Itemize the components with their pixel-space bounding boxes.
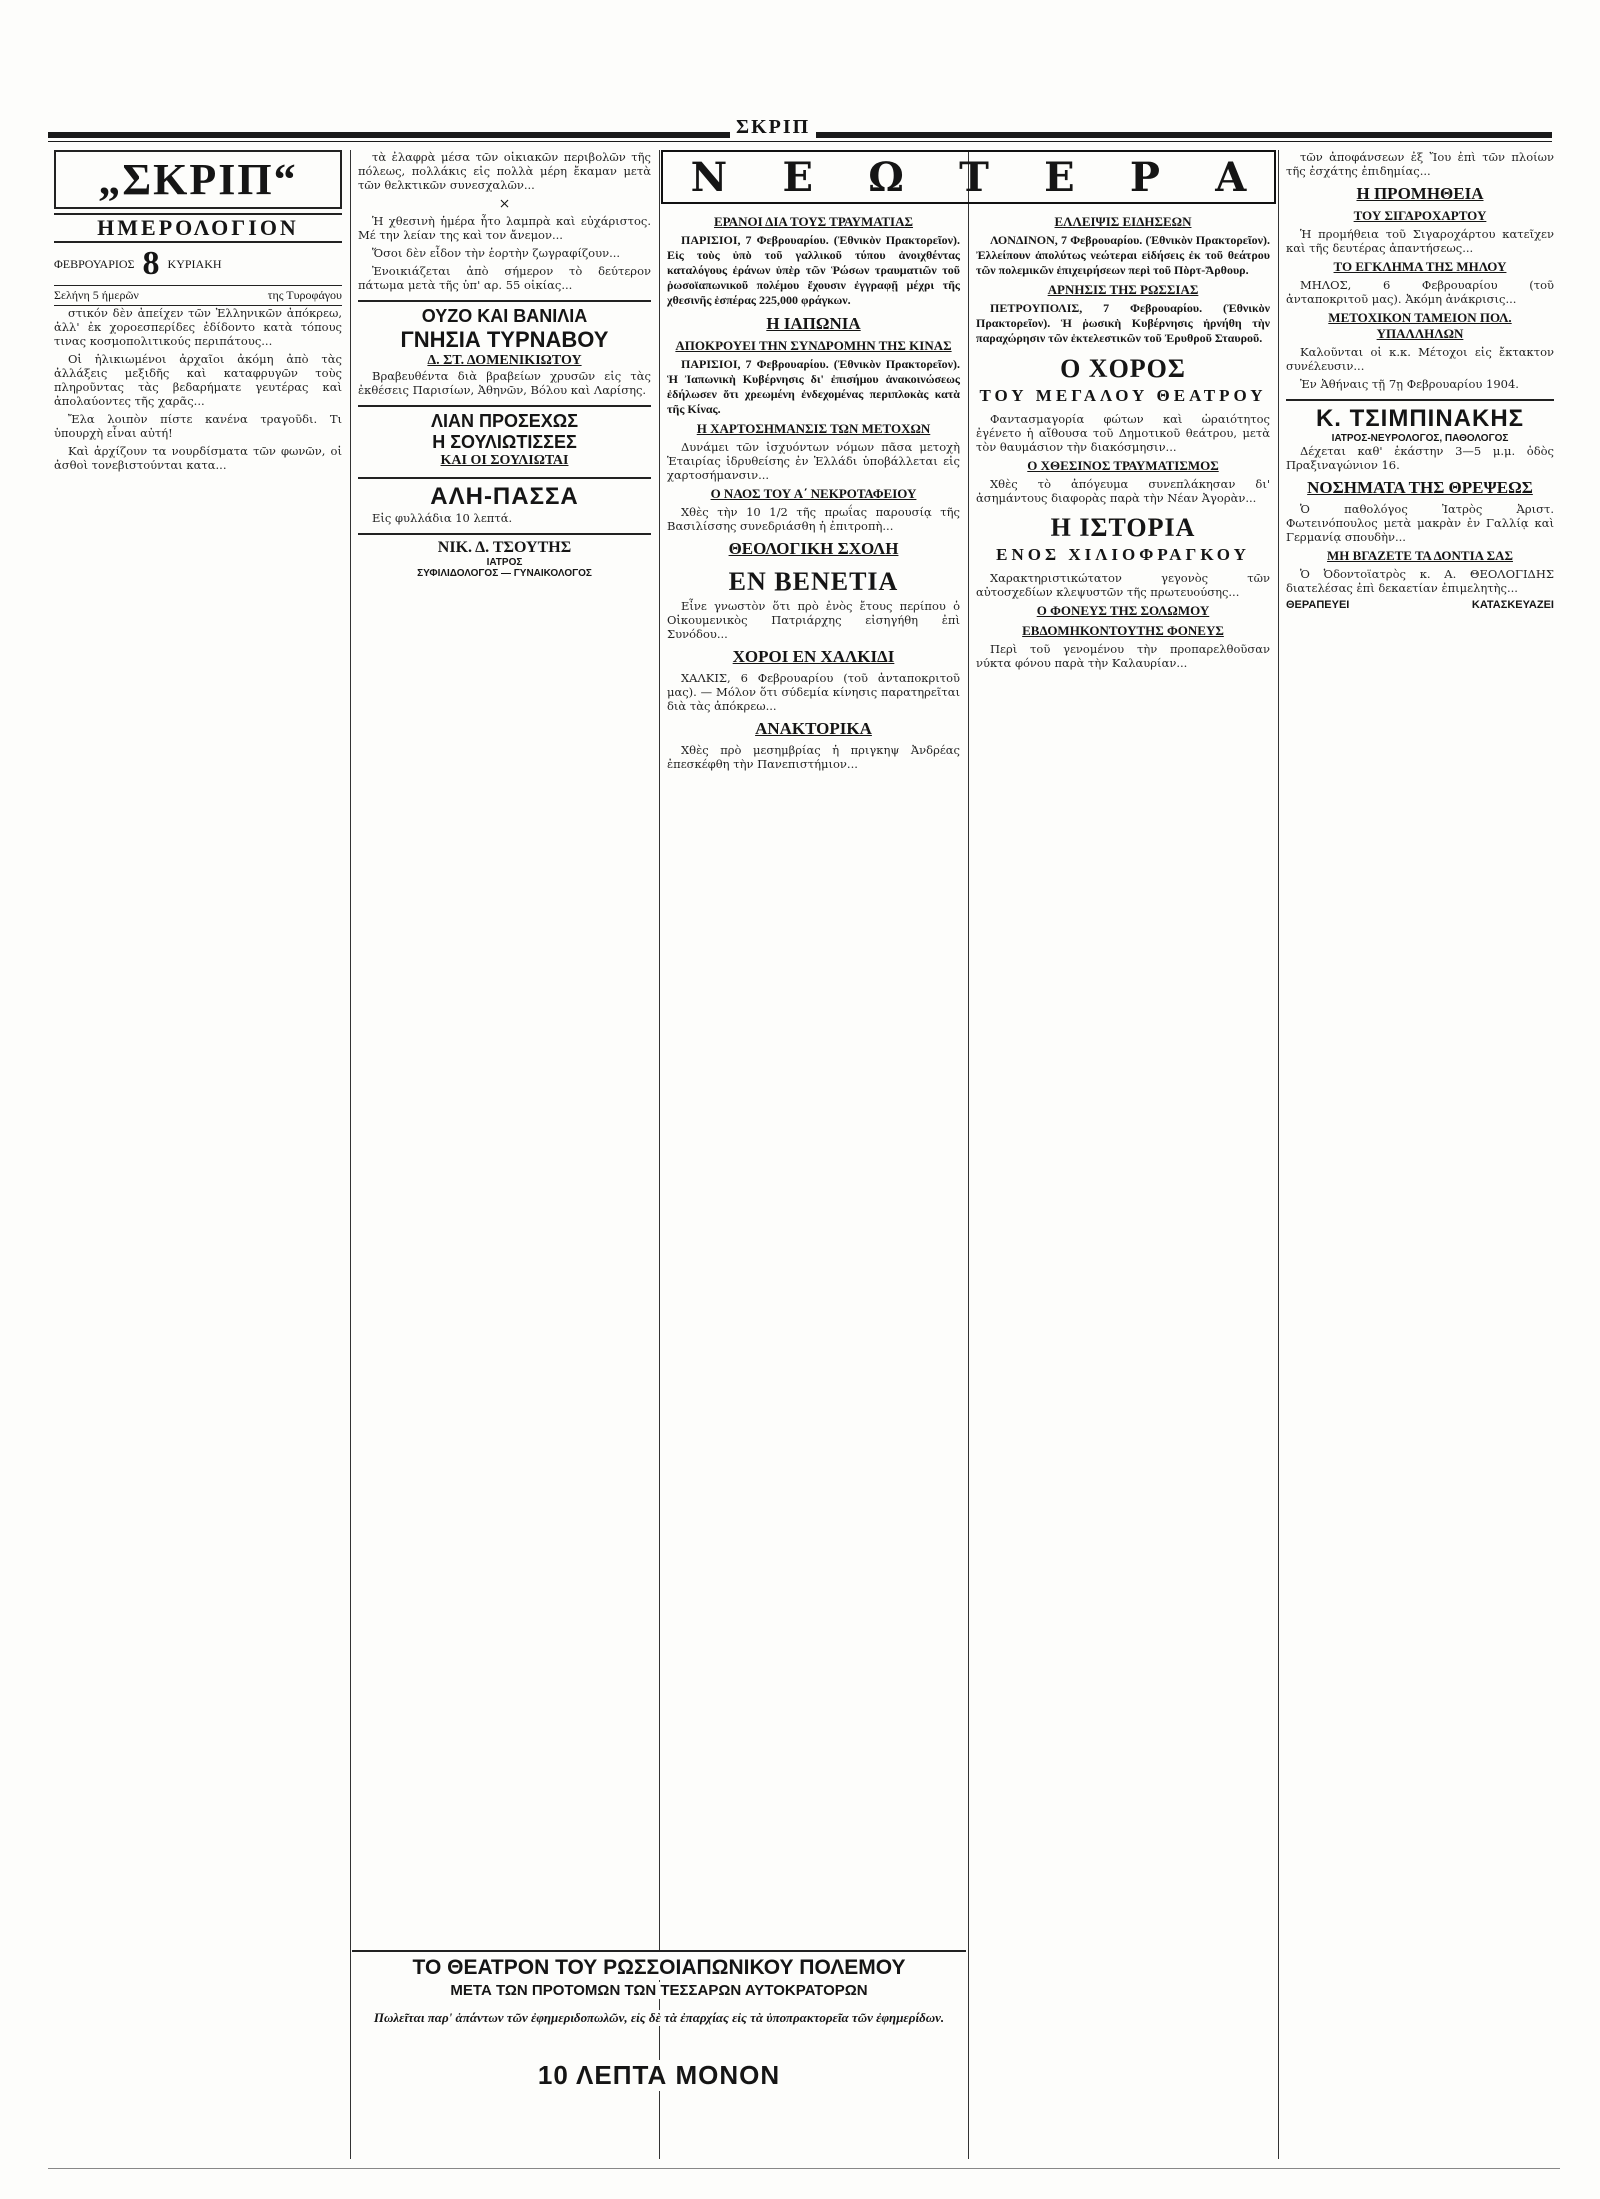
section-mark: × xyxy=(498,196,511,212)
column-3 xyxy=(661,210,966,2159)
dispatch: ΠΑΡΙΣΙΟΙ, 7 Φεβρουαρίου. (Ἐθνικὸν Πρακτορεῖον). Εἰς τοὺς ὑπὸ τοῦ γαλλικοῦ τύπου ἀνοιχθέντας καταλόγους ἐράνων ὑπὲρ τῶν Ῥώσων τραυματιῶν τοῦ ῥωσοϊαπωνικοῦ πολέμου ἔχουσιν ἐγγραφῇ μέχρι τῆς χθεσινῆς ἑσπέρας 225,000 φράγκων. xyxy=(667,233,960,307)
article-paragraph: Καὶ ἀρχίζουν τα νουρδίσματα τῶν φωνῶν, οἱ ἀσθοὶ τονεβιστούνται κατα... xyxy=(54,444,342,472)
article-paragraph: τὰ ἐλαφρὰ μέσα τῶν οἰκιακῶν περιβολῶν τῆς πόλεως, πολλάκις εἰς πολλὰ μέρη ἔκαμαν μετὰ τῶν θελκτικῶν συνεσχαλῶν... xyxy=(358,150,651,192)
section-heading: Η ΠΡΟΜΗΘΕΙΑ xyxy=(1356,184,1484,203)
advert-souliotisses: ΛΙΑΝ ΠΡΟΣΕΧΩΣ Η ΣΟΥΛΙΩΤΙΣΣΕΣ ΚΑΙ ΟΙ ΣΟΥΛΙΩΤΑΙ xyxy=(358,405,651,469)
masthead-title: ΣΚΡΙΠ xyxy=(730,116,816,139)
article-paragraph: Χθὲς τὸ ἀπόγευμα συνεπλάκησαν δι' ἀσημάντους διαφορὰς παρὰ τὴν Νέαν Ἀγορὰν... xyxy=(976,477,1270,505)
page-bottom-line xyxy=(48,2168,1560,2169)
dispatch: ΠΑΡΙΣΙΟΙ, 7 Φεβρουαρίου. (Ἐθνικὸν Πρακτορεῖον). Ἡ Ἰαπωνικὴ Κυβέρνησις δι' ἐπισήμου ἀνακοινώσεως ἐδήλωσεν ὅτι χρεωμένη ἐνδεχομένας περιπλοκὰς κατὰ τῆς Κίνας. xyxy=(667,357,960,416)
column-rule xyxy=(1278,150,1279,2159)
advert-ali-pasha: ΑΛΗ-ΠΑΣΣΑ Εἰς φυλλάδια 10 λεπτά. xyxy=(358,477,651,525)
day-number: 8 xyxy=(142,245,160,282)
date-row xyxy=(54,243,342,286)
section-heading: ΧΟΡΟΙ ΕΝ ΧΑΛΚΙΔΙ xyxy=(732,647,895,666)
article-paragraph: Εἶνε γνωστὸν ὅτι πρὸ ἐνὸς ἔτους περίπου ὁ Οἰκουμενικὸς Πατριάρχης εἰσηγήθη ἐπὶ Συνόδου... xyxy=(667,599,960,641)
month-label: ΦΕΒΡΟΥΑΡΙΟΣ xyxy=(54,256,135,271)
section-subheading: ΕΝ ΒΕΝΕΤΙΑ xyxy=(728,567,899,596)
section-heading: ΑΡΝΗΣΙΣ ΤΗΣ ΡΩΣΣΙΑΣ xyxy=(1047,282,1199,297)
section-subheading: ΑΠΟΚΡΟΥΕΙ ΤΗΝ ΣΥΝΔΡΟΜΗΝ ΤΗΣ ΚΙΝΑΣ xyxy=(675,338,952,353)
section-heading: ΕΡΑΝΟΙ ΔΙΑ ΤΟΥΣ ΤΡΑΥΜΑΤΙΑΣ xyxy=(713,214,914,229)
advert-doctor-tsoutis: ΝΙΚ. Δ. ΤΣΟΥΤΗΣ ΙΑΤΡΟΣ ΣΥΦΙΛΙΔΟΛΟΓΟΣ — ΓΥΝΑΙΚΟΛΟΓΟΣ xyxy=(358,533,651,579)
article-paragraph: Ἔλα λοιπὸν πίστε κανένα τραγοῦδι. Τι ὑπουρχὴ εἶναι αὐτή! xyxy=(54,412,342,440)
article-paragraph: ΜΗΛΟΣ, 6 Φεβρουαρίου (τοῦ ἀνταποκριτοῦ μας). Ἀκόμη ἀνάκρισις... xyxy=(1286,278,1554,306)
section-heading: Η ΧΑΡΤΟΣΗΜΑΝΣΙΣ ΤΩΝ ΜΕΤΟΧΩΝ xyxy=(696,421,931,436)
banner-theatre-war: ΤΟ ΘΕΑΤΡΟΝ ΤΟΥ ΡΩΣΣΟΙΑΠΩΝΙΚΟΥ ΠΟΛΕΜΟΥ xyxy=(352,1950,966,1980)
article-paragraph: Καλοῦνται οἱ κ.κ. Μέτοχοι εἰς ἔκτακτον συνέλευσιν... xyxy=(1286,345,1554,373)
section-subheading: ΕΝΟΣ ΧΙΛΙΟΦΡΑΓΚΟΥ xyxy=(996,545,1250,564)
article-paragraph: Ὁ παθολόγος Ἰατρὸς Ἀριστ. Φωτεινόπουλος μετὰ μακρὰν ἐν Γαλλίᾳ καὶ Γερμανίᾳ σπουδὴν... xyxy=(1286,502,1554,544)
feast-label: της Τυροφάγου xyxy=(267,288,342,302)
section-heading: Ο ΧΘΕΣΙΝΟΣ ΤΡΑΥΜΑΤΙΣΜΟΣ xyxy=(1027,458,1219,473)
article-paragraph: Φαντασμαγορία φώτων καὶ ὡραιότητος ἐγένετο ἡ αἴθουσα τοῦ Δημοτικοῦ θεάτρου, μετὰ τὸν θαυμάσιον τὴν διακόσμησιν... xyxy=(976,412,1270,454)
section-heading: ΕΛΛΕΙΨΙΣ ΕΙΔΗΣΕΩΝ xyxy=(1054,214,1192,229)
section-heading: ΑΝΑΚΤΟΡΙΚΑ xyxy=(755,719,872,738)
date-subrow xyxy=(54,286,342,306)
section-heading: ΜΕΤΟΧΙΚΟΝ ΤΑΜΕΙΟΝ ΠΟΛ. ΥΠΑΛΛΗΛΩΝ xyxy=(1328,310,1512,341)
section-heading: ΜΗ ΒΓΑΖΕΤΕ ΤΑ ΔΟΝΤΙΑ ΣΑΣ xyxy=(1327,548,1513,563)
section-subheading: ΤΟΥ ΜΕΓΑΛΟΥ ΘΕΑΤΡΟΥ xyxy=(979,386,1267,405)
section-heading: Ο ΝΑΟΣ ΤΟΥ Α΄ ΝΕΚΡΟΤΑΦΕΙΟΥ xyxy=(710,486,917,501)
article-paragraph: Ὅσοι δὲν εἶδον τὴν ἑορτὴν ζωγραφίζουν... xyxy=(372,246,621,260)
moon-label: Σελήνη 5 ήμερῶν xyxy=(54,288,139,302)
column-4 xyxy=(970,210,1276,2159)
notice-date: Ἐν Ἀθήναις τῇ 7ῃ Φεβρουαρίου 1904. xyxy=(1300,377,1519,391)
article-paragraph: Χαρακτηριστικώτατον γεγονὸς τῶν αὐτοσχεδίων κλεψυστῶν τῆς πρωτευούσης... xyxy=(976,571,1270,599)
section-heading: ΤΟ ΕΓΚΛΗΜΑ ΤΗΣ ΜΗΛΟΥ xyxy=(1333,259,1507,274)
article-paragraph: τῶν ἀποφάνσεων ἐξ Ἴου ἐπὶ τῶν πλοίων τῆς ἐσχάτης ἐπιδημίας... xyxy=(1286,150,1554,178)
article-paragraph: Οἱ ἡλικιωμένοι ἀρχαῖοι ἀκόμη ἀπὸ τὰς ἀλλάξεις μεξιδῆς καὶ καταφρυγῶν τοὺς πληροῦντας τὰς βεδαρήματε γευτέρας καὶ ἀπολαύοντες τῆς χαρᾶς... xyxy=(54,352,342,408)
calendar-heading: ΗΜΕΡΟΛΟΓΙΟΝ xyxy=(54,213,342,243)
banner-price: 10 ΛΕΠΤΑ ΜΟΝΟΝ xyxy=(352,2060,966,2091)
article-paragraph: Ὁ Ὀδοντοϊατρὸς κ. Α. ΘΕΟΛΟΓΙΔΗΣ διατελέσας ἐπὶ δεκαετίαν ἐπιμελητὴς... xyxy=(1286,567,1554,595)
advert-ouzo: ΟΥΖΟ ΚΑΙ ΒΑΝΙΛΙΑ ΓΝΗΣΙΑ ΤΥΡΝΑΒΟΥ Δ. ΣΤ. ΔΟΜΕΝΙΚΙΩΤΟΥ Βραβευθέντα διὰ βραβείων χρυσῶν εἰς τὰς ἐκθέσεις Παρισίων, Ἀθηνῶν, Βόλου καὶ Λαρίσης. xyxy=(358,300,651,397)
column-2 xyxy=(352,150,657,2159)
dispatch: ΠΕΤΡΟΥΠΟΛΙΣ, 7 Φεβρουαρίου. (Ἐθνικὸν Πρακτορεῖον). Ἡ ῥωσικὴ Κυβέρνησις ἠρνήθη τὴν παραχώρησιν τῶν ἐκτελεστικῶν τοῦ Ἐρυθροῦ Σταυροῦ. xyxy=(976,301,1270,345)
weekday-label: ΚΥΡΙΑΚΗ xyxy=(167,256,222,271)
section-heading: ΝΟΣΗΜΑΤΑ ΤΗΣ ΘΡΕΨΕΩΣ xyxy=(1307,478,1533,497)
column-6 xyxy=(1280,150,1560,2159)
column-rule xyxy=(350,150,351,2159)
section-subheading: ΕΒΔΟΜΗΚΟΝΤΟΥΤΗΣ ΦΟΝΕΥΣ xyxy=(1022,623,1224,638)
section-heading: ΘΕΟΛΟΓΙΚΗ ΣΧΟΛΗ xyxy=(728,539,899,558)
banner-sales-note: Πωλεῖται παρ' ἁπάντων τῶν ἐφημεριδοπωλῶν, εἰς δὲ τὰ ἐπαρχίας εἰς τὰ ὑποπρακτορεῖα τῶν ἐφημερίδων. xyxy=(352,2010,966,2026)
article-paragraph: Ἡ προμήθεια τοῦ Σιγαροχάρτου κατεῖχεν καὶ τῆς δευτέρας ἀπαντήσεως... xyxy=(1286,227,1554,255)
article-paragraph: στικόν δὲν ἀπείχεν τῶν Ἑλληνικῶν ἀπόκρεω, ἀλλ' ἐκ χοροεσπερίδες ἐδίδοντο κατὰ τόπους τινας κοσμοπολιτικούς περιπάτους... xyxy=(54,306,342,348)
article-paragraph: Ἡ χθεσινὴ ἡμέρα ἦτο λαμπρὰ καὶ εὐχάριστος. Μέ την λείαν της καὶ τον ἄνεμον... xyxy=(358,214,651,242)
newspaper-title: „ΣΚΡΙΠ“ xyxy=(54,150,342,209)
section-heading: Η ΙΑΠΩΝΙΑ xyxy=(766,314,861,333)
dispatch: ΛΟΝΔΙΝΟΝ, 7 Φεβρουαρίου. (Ἐθνικὸν Πρακτορεῖον). Ἐλλείπουν ἀπολύτως νεώτεραι εἰδήσεις ἐκ τοῦ θεάτρου τῶν πολεμικῶν ἐπιχειρήσεων περὶ τοῦ Πὸρτ-Ἄρθουρ. xyxy=(976,233,1270,277)
notice-paragraph: Ἐνοικιάζεται ἀπὸ σήμερον τὸ δεύτερον πάτωμα μετὰ τῆς ὑπ' αρ. 55 οἰκίας... xyxy=(358,264,651,292)
dentist-subheads: ΘΕΡΑΠΕΥΕΙ ΚΑΤΑΣΚΕΥΑΖΕΙ xyxy=(1286,599,1554,611)
section-subheading: ΤΟΥ ΣΙΓΑΡΟΧΑΡΤΟΥ xyxy=(1353,208,1487,223)
masthead-rule-thin xyxy=(48,141,1552,142)
column-rule xyxy=(968,150,969,2159)
banner-subtitle: ΜΕΤΑ ΤΩΝ ΠΡΟΤΟΜΩΝ ΤΩΝ ΤΕΣΣΑΡΩΝ ΑΥΤΟΚΡΑΤΟΡΩΝ xyxy=(352,1982,966,1999)
column-rule xyxy=(659,150,660,2159)
article-paragraph: Χθὲς τὴν 10 1/2 τῆς πρωΐας παρουσίᾳ τῆς Βασιλίσσης συνεδριάσθη ἡ ἐπιτροπὴ... xyxy=(667,505,960,533)
article-paragraph: Περὶ τοῦ γενομένου τὴν προπαρελθοῦσαν νύκτα φόνου παρὰ τὴν Καλαυρίαν... xyxy=(976,642,1270,670)
article-paragraph: Χθὲς πρὸ μεσημβρίας ἡ πριγκηψ Ἀνδρέας ἐπεσκέφθη τὴν Πανεπιστήμιον... xyxy=(667,743,960,771)
section-heading: Ο ΦΟΝΕΥΣ ΤΗΣ ΣΟΛΩΜΟΥ xyxy=(1036,603,1210,618)
neotera-heading: Ν Ε Ω Τ Ε Ρ Α xyxy=(661,150,1276,204)
section-heading: Η ΙΣΤΟΡΙΑ xyxy=(1050,513,1196,542)
article-paragraph: ΧΑΛΚΙΣ, 6 Φεβρουαρίου (τοῦ ἀνταποκριτοῦ μας). — Μόλον ὅτι σύδεμία κίνησις παρατηρεῖται διὰ τὰς ἀπόκρεω... xyxy=(667,671,960,713)
section-heading: Ο ΧΟΡΟΣ xyxy=(1060,354,1186,383)
advert-tsimpinakis: Κ. ΤΣΙΜΠΙΝΑΚΗΣ ΙΑΤΡΟΣ-ΝΕΥΡΟΛΟΓΟΣ, ΠΑΘΟΛΟΓΟΣ Δέχεται καθ' ἑκάστην 3—5 μ.μ. ὁδὸς Πραξιναγώνιον 16. xyxy=(1286,399,1554,472)
column-1 xyxy=(48,150,348,2159)
article-paragraph: Δυνάμει τῶν ἰσχυόντων νόμων πᾶσα μετοχὴ Ἑταιρίας ἱδρυθείσης ἐν Ἑλλάδι ὑποβάλλεται εἰς χαρτοσήμανσιν... xyxy=(667,440,960,482)
